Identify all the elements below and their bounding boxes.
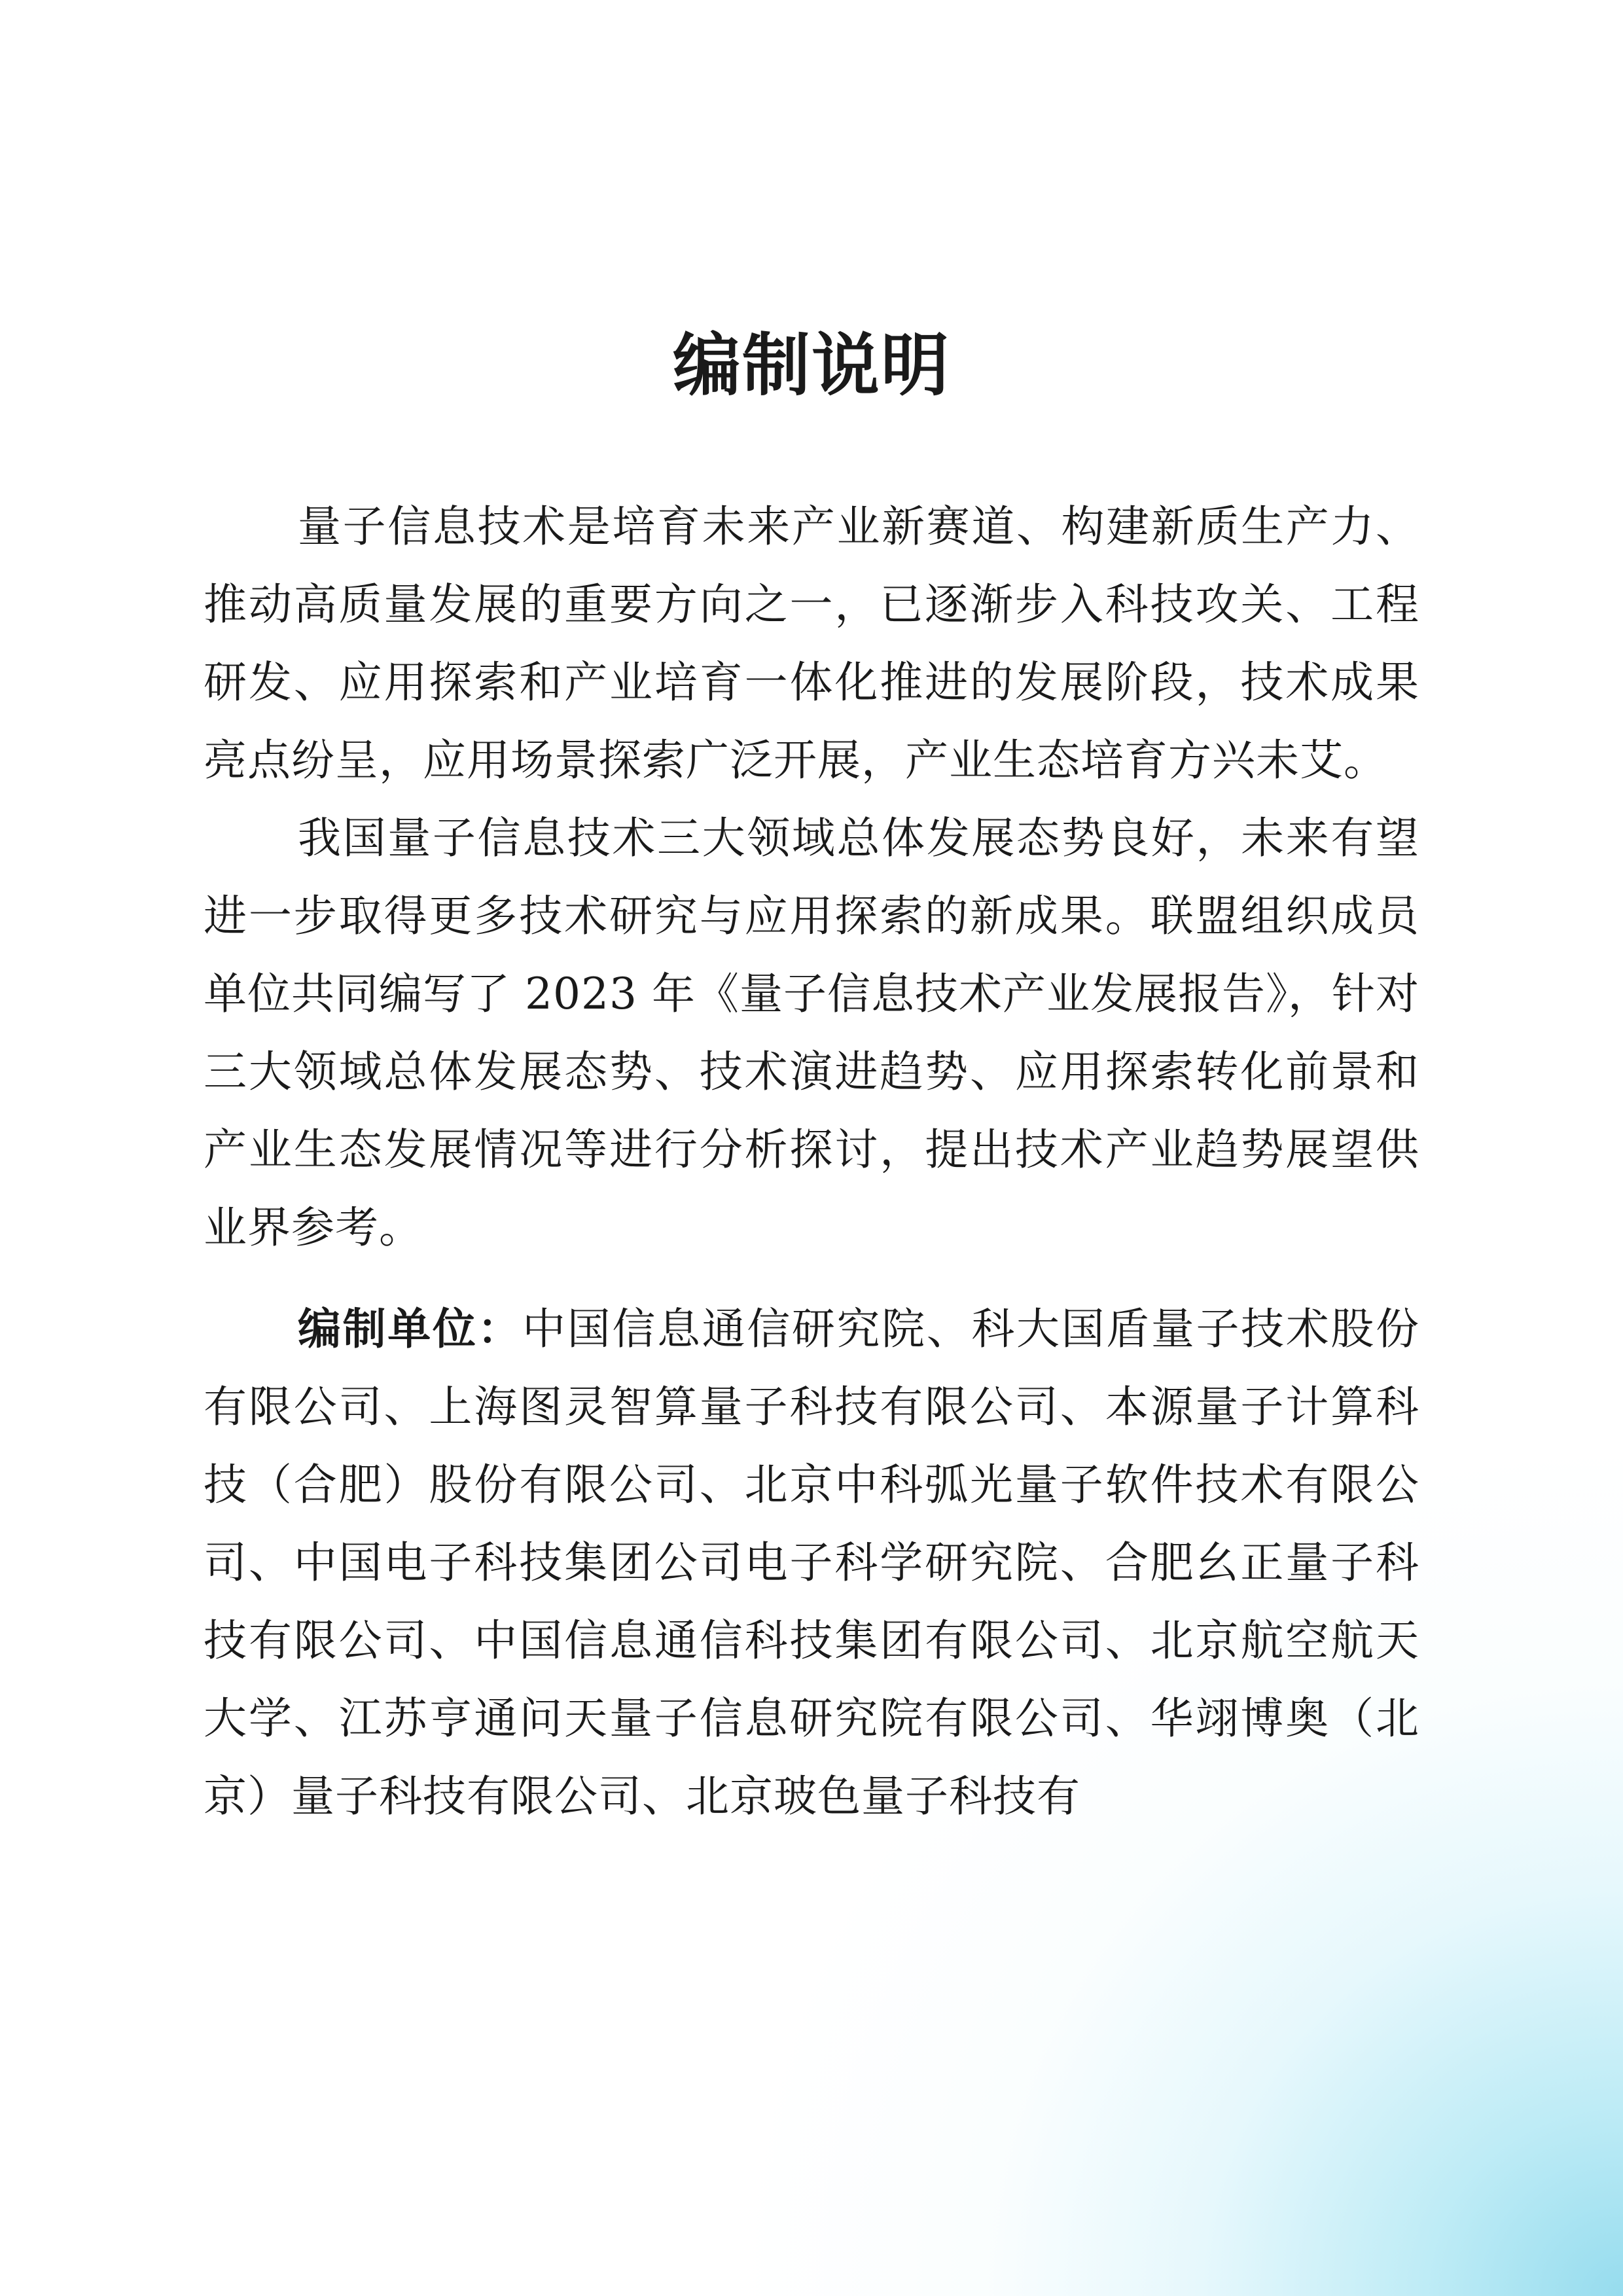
paragraph-report-summary: 我国量子信息技术三大领域总体发展态势良好，未来有望进一步取得更多技术研究与应用探索的新成果。联盟组织成员单位共同编写了 2023 年《量子信息技术产业发展报告》，针对三大领域总体发展态势、技术演进趋势、应用探索转化前景和产业生态发展情况等进行分析探讨，提出技术产业趋势展望供业界参考。: [204, 813, 1419, 1253]
compiling-units-label: 编制单位：: [298, 1303, 523, 1354]
paragraph-intro: 量子信息技术是培育未来产业新赛道、构建新质生产力、推动高质量发展的重要方向之一，已逐渐步入科技攻关、工程研发、应用探索和产业培育一体化推进的发展阶段，技术成果亮点纷呈，应用场景探索广泛开展，产业生态培育方兴未艾。: [204, 501, 1419, 785]
document-body: [204, 488, 1419, 1835]
paragraph-gap: [204, 1266, 1419, 1290]
page-title: 编制说明: [672, 325, 950, 405]
paragraph-compiling-units: [204, 1290, 1419, 1835]
compiling-units-list: 中国信息通信研究院、科大国盾量子技术股份有限公司、上海图灵智算量子科技有限公司、本源量子计算科技（合肥）股份有限公司、北京中科弧光量子软件技术有限公司、中国电子科技集团公司电子科学研究院、合肥幺正量子科技有限公司、中国信息通信科技集团有限公司、北京航空航天大学、江苏亨通问天量子信息研究院有限公司、华翊博奥（北京）量子科技有限公司、北京玻色量子科技有: [204, 1304, 1419, 1821]
